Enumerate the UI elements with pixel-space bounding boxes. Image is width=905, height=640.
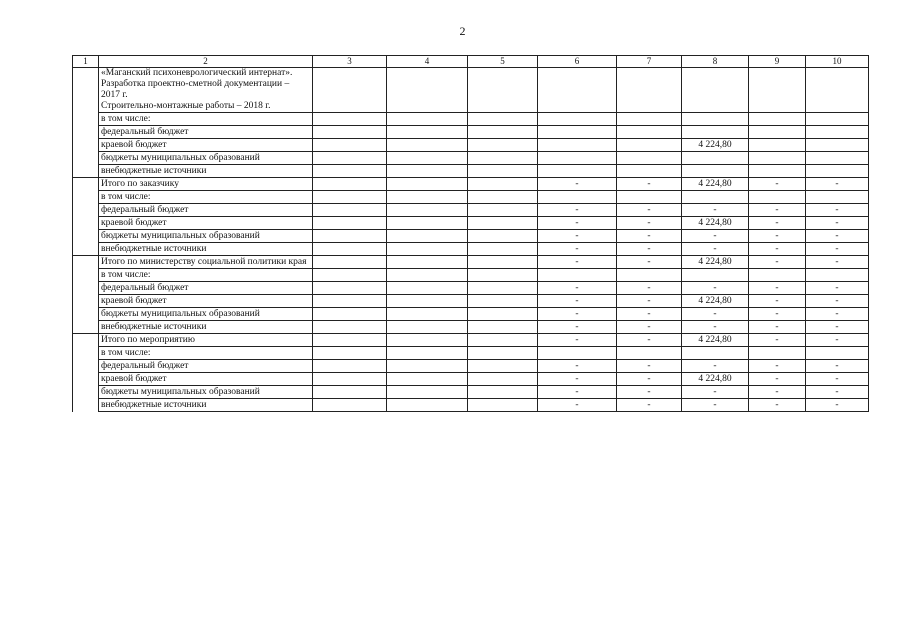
value-cell: [468, 308, 538, 321]
value-cell: -: [806, 230, 869, 243]
table-row: [73, 113, 869, 126]
row-label-cell: краевой бюджет: [99, 139, 313, 152]
block-title-line: Разработка проектно-сметной документации – 2017 г.: [101, 79, 290, 100]
value-cell: [617, 152, 682, 165]
value-cell: -: [538, 178, 617, 191]
column-number-row: [73, 56, 869, 68]
value-cell: [468, 243, 538, 256]
column-header: 7: [617, 56, 682, 68]
value-cell: -: [538, 217, 617, 230]
value-cell: -: [806, 386, 869, 399]
row-label-cell: в том числе:: [99, 269, 313, 282]
value-cell: [806, 269, 869, 282]
value-cell: -: [749, 282, 806, 295]
value-cell: -: [617, 282, 682, 295]
block-title-line: Итого по заказчику: [101, 179, 179, 189]
value-cell: [313, 68, 387, 113]
value-cell: [682, 269, 749, 282]
value-cell: -: [806, 282, 869, 295]
value-cell: [538, 269, 617, 282]
value-cell: [806, 68, 869, 113]
value-cell: [468, 126, 538, 139]
value-cell: [387, 295, 468, 308]
value-cell: -: [682, 204, 749, 217]
value-cell: [313, 334, 387, 347]
value-cell: [749, 126, 806, 139]
value-cell: [387, 334, 468, 347]
value-cell: -: [617, 204, 682, 217]
table-row: [73, 321, 869, 334]
value-cell: [313, 230, 387, 243]
table-row: [73, 204, 869, 217]
value-cell: [387, 152, 468, 165]
value-cell: -: [538, 282, 617, 295]
value-cell: [313, 373, 387, 386]
value-cell: 4 224,80: [682, 373, 749, 386]
value-cell: -: [538, 204, 617, 217]
value-cell: [387, 204, 468, 217]
value-cell: [313, 126, 387, 139]
block-title-cell: [99, 256, 313, 269]
value-cell: [617, 126, 682, 139]
value-cell: [387, 399, 468, 412]
value-cell: [749, 152, 806, 165]
value-cell: [313, 386, 387, 399]
value-cell: [538, 165, 617, 178]
value-cell: [468, 334, 538, 347]
row-label-cell: в том числе:: [99, 347, 313, 360]
value-cell: [387, 282, 468, 295]
table-row: [73, 308, 869, 321]
row-label-cell: внебюджетные источники: [99, 399, 313, 412]
value-cell: -: [682, 308, 749, 321]
value-cell: -: [617, 399, 682, 412]
value-cell: [387, 386, 468, 399]
value-cell: [749, 269, 806, 282]
value-cell: -: [749, 256, 806, 269]
value-cell: 4 224,80: [682, 334, 749, 347]
value-cell: -: [538, 230, 617, 243]
value-cell: [387, 360, 468, 373]
value-cell: [468, 230, 538, 243]
value-cell: [468, 68, 538, 113]
value-cell: [538, 152, 617, 165]
row-label-cell: краевой бюджет: [99, 295, 313, 308]
value-cell: -: [749, 360, 806, 373]
column-header: 3: [313, 56, 387, 68]
value-cell: [387, 139, 468, 152]
row-label-cell: федеральный бюджет: [99, 282, 313, 295]
value-cell: [617, 269, 682, 282]
value-cell: [468, 347, 538, 360]
value-cell: [387, 113, 468, 126]
value-cell: [468, 373, 538, 386]
value-cell: [617, 113, 682, 126]
value-cell: [387, 308, 468, 321]
value-cell: [806, 139, 869, 152]
value-cell: [468, 113, 538, 126]
table-row: [73, 399, 869, 412]
value-cell: -: [749, 386, 806, 399]
value-cell: [806, 126, 869, 139]
value-cell: [468, 217, 538, 230]
row-label-cell: внебюджетные источники: [99, 243, 313, 256]
value-cell: -: [617, 230, 682, 243]
row-label-cell: бюджеты муниципальных образований: [99, 308, 313, 321]
value-cell: [313, 152, 387, 165]
row-label-cell: федеральный бюджет: [99, 126, 313, 139]
value-cell: [538, 68, 617, 113]
value-cell: -: [617, 295, 682, 308]
value-cell: [749, 347, 806, 360]
value-cell: [806, 191, 869, 204]
value-cell: [387, 256, 468, 269]
value-cell: -: [617, 308, 682, 321]
value-cell: -: [682, 360, 749, 373]
value-cell: [387, 373, 468, 386]
table-row: [73, 360, 869, 373]
value-cell: -: [806, 204, 869, 217]
value-cell: -: [538, 321, 617, 334]
value-cell: -: [749, 178, 806, 191]
value-cell: [749, 165, 806, 178]
block-title-row: [73, 178, 869, 191]
block-title-line: Итого по министерству социальной политики края: [101, 257, 307, 267]
value-cell: [682, 191, 749, 204]
value-cell: [682, 347, 749, 360]
value-cell: [387, 68, 468, 113]
value-cell: [538, 139, 617, 152]
row-label-cell: в том числе:: [99, 191, 313, 204]
value-cell: -: [617, 334, 682, 347]
value-cell: [538, 347, 617, 360]
value-cell: 4 224,80: [682, 217, 749, 230]
value-cell: -: [682, 243, 749, 256]
value-cell: [313, 217, 387, 230]
row-label-cell: внебюджетные источники: [99, 165, 313, 178]
row-label-cell: краевой бюджет: [99, 373, 313, 386]
row-label-cell: краевой бюджет: [99, 217, 313, 230]
value-cell: [468, 282, 538, 295]
block-title-line: Строительно-монтажные работы – 2018 г.: [101, 101, 271, 111]
value-cell: -: [749, 373, 806, 386]
value-cell: -: [806, 178, 869, 191]
value-cell: [313, 360, 387, 373]
table-row: [73, 269, 869, 282]
value-cell: [468, 165, 538, 178]
value-cell: [468, 360, 538, 373]
table-row: [73, 386, 869, 399]
value-cell: -: [682, 230, 749, 243]
row-label-cell: внебюджетные источники: [99, 321, 313, 334]
value-cell: -: [617, 217, 682, 230]
value-cell: [387, 126, 468, 139]
table-row: [73, 230, 869, 243]
table-row: [73, 373, 869, 386]
value-cell: [387, 269, 468, 282]
value-cell: -: [806, 360, 869, 373]
value-cell: -: [617, 256, 682, 269]
value-cell: -: [617, 321, 682, 334]
value-cell: [806, 152, 869, 165]
value-cell: [682, 152, 749, 165]
row-index-cell: [73, 256, 99, 334]
value-cell: [468, 178, 538, 191]
value-cell: [313, 308, 387, 321]
value-cell: -: [806, 243, 869, 256]
value-cell: [313, 204, 387, 217]
value-cell: [313, 295, 387, 308]
value-cell: [468, 139, 538, 152]
table-row: [73, 282, 869, 295]
block-title-cell: [99, 178, 313, 191]
row-label-cell: федеральный бюджет: [99, 204, 313, 217]
row-index-cell: [73, 334, 99, 412]
value-cell: -: [806, 321, 869, 334]
row-label-cell: бюджеты муниципальных образований: [99, 152, 313, 165]
value-cell: -: [538, 399, 617, 412]
value-cell: [387, 347, 468, 360]
value-cell: -: [538, 308, 617, 321]
value-cell: 4 224,80: [682, 256, 749, 269]
value-cell: [387, 165, 468, 178]
value-cell: -: [682, 399, 749, 412]
value-cell: [313, 165, 387, 178]
value-cell: -: [682, 321, 749, 334]
table-row: [73, 139, 869, 152]
value-cell: [538, 126, 617, 139]
row-index-cell: [73, 68, 99, 178]
value-cell: -: [806, 373, 869, 386]
value-cell: [682, 126, 749, 139]
column-header: 4: [387, 56, 468, 68]
value-cell: -: [538, 256, 617, 269]
value-cell: [468, 386, 538, 399]
value-cell: -: [806, 334, 869, 347]
value-cell: [387, 243, 468, 256]
value-cell: -: [806, 399, 869, 412]
value-cell: -: [749, 204, 806, 217]
value-cell: -: [749, 217, 806, 230]
value-cell: [468, 321, 538, 334]
value-cell: [682, 68, 749, 113]
value-cell: [313, 243, 387, 256]
value-cell: [387, 191, 468, 204]
page-number: 2: [459, 24, 466, 38]
value-cell: [313, 256, 387, 269]
column-header: 8: [682, 56, 749, 68]
value-cell: [313, 191, 387, 204]
value-cell: -: [749, 243, 806, 256]
block-title-line: Итого по мероприятию: [101, 335, 195, 345]
block-title-row: [73, 256, 869, 269]
value-cell: -: [617, 178, 682, 191]
value-cell: [806, 347, 869, 360]
value-cell: [749, 139, 806, 152]
value-cell: [749, 113, 806, 126]
value-cell: [806, 113, 869, 126]
block-title-row: [73, 334, 869, 347]
column-header: 1: [73, 56, 99, 68]
row-label-cell: федеральный бюджет: [99, 360, 313, 373]
value-cell: -: [806, 295, 869, 308]
column-header: 2: [99, 56, 313, 68]
value-cell: -: [682, 386, 749, 399]
value-cell: [387, 230, 468, 243]
value-cell: [468, 399, 538, 412]
column-header: 10: [806, 56, 869, 68]
table-body: [73, 68, 869, 412]
value-cell: [682, 113, 749, 126]
column-header: 9: [749, 56, 806, 68]
block-title-cell: [99, 334, 313, 347]
value-cell: -: [749, 295, 806, 308]
value-cell: -: [538, 360, 617, 373]
value-cell: -: [749, 334, 806, 347]
value-cell: -: [617, 360, 682, 373]
table-row: [73, 165, 869, 178]
value-cell: [387, 217, 468, 230]
table-row: [73, 243, 869, 256]
table-row: [73, 295, 869, 308]
value-cell: -: [538, 295, 617, 308]
budget-table: [72, 55, 869, 412]
value-cell: [617, 165, 682, 178]
value-cell: -: [538, 334, 617, 347]
column-header: 6: [538, 56, 617, 68]
block-title-line: «Маганский психоневрологический интернат».: [101, 68, 293, 78]
value-cell: 4 224,80: [682, 295, 749, 308]
value-cell: [313, 282, 387, 295]
value-cell: -: [538, 373, 617, 386]
value-cell: -: [749, 230, 806, 243]
value-cell: [749, 68, 806, 113]
value-cell: [468, 269, 538, 282]
value-cell: [468, 256, 538, 269]
row-index-cell: [73, 178, 99, 256]
value-cell: -: [749, 321, 806, 334]
value-cell: -: [538, 243, 617, 256]
value-cell: [313, 321, 387, 334]
value-cell: [538, 191, 617, 204]
row-label-cell: в том числе:: [99, 113, 313, 126]
value-cell: [749, 191, 806, 204]
value-cell: -: [538, 386, 617, 399]
value-cell: [313, 347, 387, 360]
value-cell: [313, 139, 387, 152]
value-cell: [313, 399, 387, 412]
value-cell: [617, 347, 682, 360]
value-cell: -: [806, 308, 869, 321]
value-cell: [313, 269, 387, 282]
value-cell: [468, 204, 538, 217]
table-row: [73, 191, 869, 204]
value-cell: [617, 139, 682, 152]
value-cell: [313, 113, 387, 126]
value-cell: [682, 165, 749, 178]
value-cell: [387, 321, 468, 334]
table-row: [73, 152, 869, 165]
value-cell: -: [617, 386, 682, 399]
value-cell: [468, 152, 538, 165]
value-cell: -: [749, 308, 806, 321]
value-cell: -: [749, 399, 806, 412]
value-cell: [617, 191, 682, 204]
value-cell: -: [806, 256, 869, 269]
value-cell: -: [617, 373, 682, 386]
block-title-row: [73, 68, 869, 113]
value-cell: 4 224,80: [682, 139, 749, 152]
block-title-cell: [99, 68, 313, 113]
value-cell: [313, 178, 387, 191]
table-row: [73, 217, 869, 230]
column-header: 5: [468, 56, 538, 68]
value-cell: -: [617, 243, 682, 256]
value-cell: [387, 178, 468, 191]
value-cell: -: [682, 282, 749, 295]
value-cell: 4 224,80: [682, 178, 749, 191]
row-label-cell: бюджеты муниципальных образований: [99, 230, 313, 243]
value-cell: [806, 165, 869, 178]
value-cell: [617, 68, 682, 113]
value-cell: -: [806, 217, 869, 230]
value-cell: [538, 113, 617, 126]
value-cell: [468, 191, 538, 204]
row-label-cell: бюджеты муниципальных образований: [99, 386, 313, 399]
value-cell: [468, 295, 538, 308]
table-row: [73, 126, 869, 139]
table-row: [73, 347, 869, 360]
